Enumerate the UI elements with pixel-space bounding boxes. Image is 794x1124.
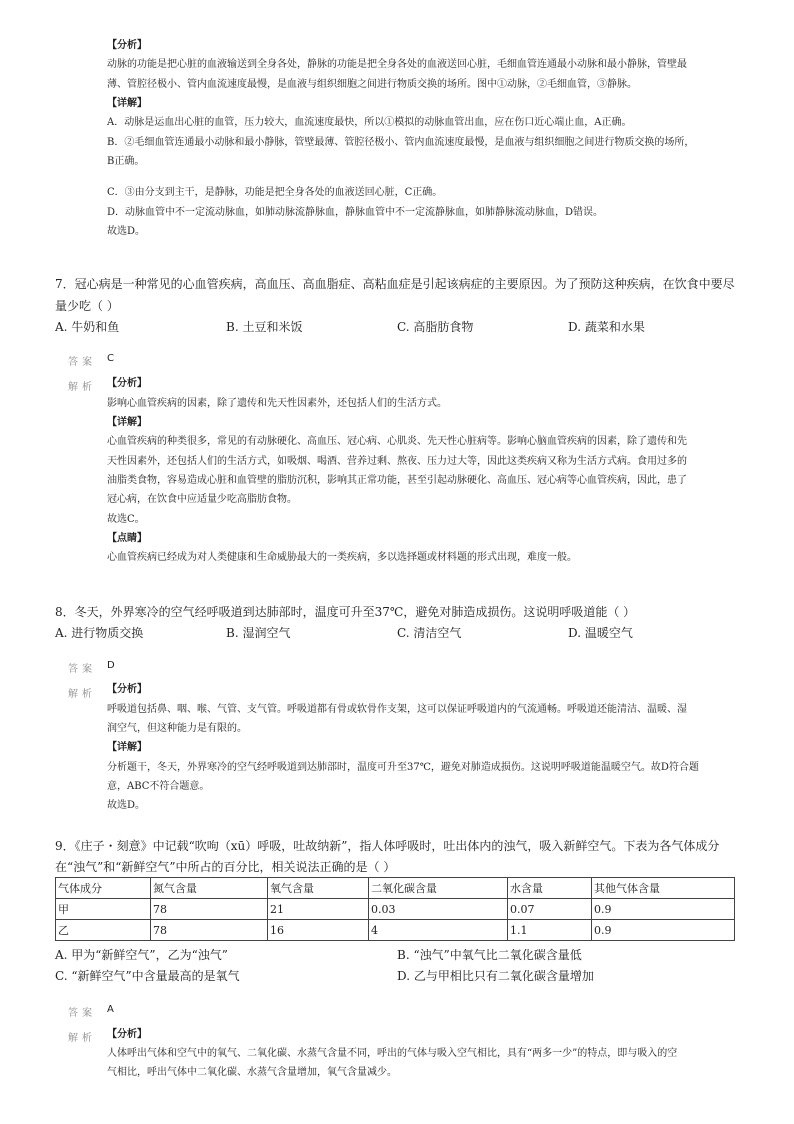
- detail-text: 油脂类食物，容易造成心脏和血管壁的脂肪沉积，影响其正常功能，甚至引起动脉硬化、高血压、冠心病等心血管疾病，因此，患了: [107, 475, 687, 486]
- question-9-answer: A: [107, 1004, 114, 1015]
- explain-label: 解析: [68, 1033, 96, 1044]
- question-8-stem: 8．冬天，外界寒冷的空气经呼吸道到达肺部时，温度可升至37℃，避免对肺造成损伤。这说明呼吸道能（ ）: [55, 605, 636, 619]
- question-8-option-a[interactable]: A. 进行物质交换: [55, 626, 144, 640]
- question-9-option-b[interactable]: B. “浊气”中氧气比二氧化碳含量低: [397, 948, 582, 962]
- table-header-row: [56, 878, 735, 899]
- table-header-cell: 其他气体含量: [592, 878, 735, 899]
- question-7-option-c[interactable]: C. 高脂肪食物: [397, 320, 474, 334]
- detail-text: 天性因素外，还包括人们的生活方式，如吸烟、喝酒、营养过剩、熬夜、压力过大等，因此这类疾病又称为生活方式病。食用过多的: [107, 456, 687, 467]
- table-cell: 0.07: [508, 899, 592, 920]
- question-9-stem: 9．《庄子・刻意》中记载“吹呴（xū）呼吸，吐故纳新”，指人体呼吸时，吐出体内的浊气，吸入新鲜空气。下表为各气体成分: [55, 839, 720, 853]
- detail-heading: 【详解】: [107, 742, 147, 753]
- table-cell: 0.9: [592, 920, 735, 941]
- analysis-heading: 【分析】: [107, 1029, 147, 1040]
- table-header-cell: 二氧化碳含量: [369, 878, 508, 899]
- question-7-stem: 7．冠心病是一种常见的心血管疾病，高血压、高血脂症、高粘血症是引起该病症的主要原因。为了预防这种疾病，在饮食中要尽: [55, 277, 735, 291]
- analysis-text: 人体呼出气体和空气中的氧气、二氧化碳、水蒸气含量不同，呼出的气体与吸入空气相比，具有“两多一少”的特点，即与吸入的空: [107, 1048, 678, 1059]
- table-cell: 78: [151, 899, 268, 920]
- analysis-text: 呼吸道包括鼻、咽、喉、气管、支气管。呼吸道都有骨或软骨作支架，这可以保证呼吸道内的气流通畅。呼吸道还能清洁、温暖、湿: [107, 704, 687, 715]
- question-9-option-d[interactable]: D. 乙与甲相比只有二氧化碳含量增加: [397, 969, 594, 983]
- table-header-cell: 氧气含量: [268, 878, 369, 899]
- answer-label: 答案: [68, 357, 96, 368]
- conclusion: 故选D。: [107, 226, 146, 237]
- question-7-stem: 量少吃（ ）: [55, 299, 119, 313]
- detail-text: 分析题干，冬天，外界寒冷的空气经呼吸道到达肺部时，温度可升至37℃，避免对肺造成损伤。这说明呼吸道能温暖空气。故D符合题: [107, 762, 699, 773]
- analysis-text: 气相比，呼出气体中二氧化碳、水蒸气含量增加，氧气含量减少。: [107, 1067, 397, 1078]
- detail-option-b: B正确。: [107, 156, 145, 167]
- table-cell: 1.1: [508, 920, 592, 941]
- detail-option-c: C．③由分支到主干，是静脉，功能是把全身各处的血液送回心脏，C正确。: [107, 187, 443, 198]
- question-7-answer: C: [107, 353, 114, 364]
- answer-label: 答案: [68, 1008, 96, 1019]
- detail-option-d: D．动脉血管中不一定流动脉血，如肺动脉流静脉血，静脉血管中不一定流静脉血，如肺静脉流动脉血，D错误。: [107, 207, 604, 218]
- question-9-stem: 在“浊气”和“新鲜空气”中所占的百分比，相关说法正确的是（ ）: [55, 860, 396, 874]
- table-cell: 乙: [56, 920, 151, 941]
- detail-text: 意，ABC不符合题意。: [107, 781, 210, 792]
- analysis-text: 润空气，但这种能力是有限的。: [107, 723, 247, 734]
- explain-label: 解析: [68, 382, 96, 393]
- detail-text: 心血管疾病的种类很多，常见的有动脉硬化、高血压、冠心病、心肌炎、先天性心脏病等。影响心脑血管疾病的因素，除了遗传和先: [107, 436, 687, 447]
- detail-heading: 【详解】: [107, 98, 147, 109]
- table-cell: 78: [151, 920, 268, 941]
- question-8-option-d[interactable]: D. 温暖空气: [568, 626, 633, 640]
- table-header-cell: 氮气含量: [151, 878, 268, 899]
- detail-option-b: B．②毛细血管连通最小动脉和最小静脉，管壁最薄、管腔径极小、管内血流速度最慢，是血液与组织细胞之间进行物质交换的场所，: [107, 137, 695, 148]
- table-cell: 0.9: [592, 899, 735, 920]
- analysis-text: 薄、管腔径极小、管内血流速度最慢，是血液与组织细胞之间进行物质交换的场所。图中①动脉，②毛细血管，③静脉。: [107, 79, 637, 90]
- analysis-text: 影响心血管疾病的因素，除了遗传和先天性因素外，还包括人们的生活方式。: [107, 398, 447, 409]
- table-header-cell: 气体成分: [56, 878, 151, 899]
- question-8-option-b[interactable]: B. 湿润空气: [226, 626, 291, 640]
- table-row: [56, 920, 735, 941]
- detail-heading: 【详解】: [107, 417, 147, 428]
- gas-composition-table: [55, 877, 735, 941]
- conclusion: 故选D。: [107, 800, 146, 811]
- explain-label: 解析: [68, 689, 96, 700]
- analysis-heading: 【分析】: [107, 378, 147, 389]
- table-row: [56, 899, 735, 920]
- answer-label: 答案: [68, 664, 96, 675]
- question-8-answer: D: [107, 660, 115, 671]
- analysis-heading: 【分析】: [107, 684, 147, 695]
- table-cell: 0.03: [369, 899, 508, 920]
- tip-heading: 【点睛】: [107, 533, 147, 544]
- table-header-cell: 水含量: [508, 878, 592, 899]
- question-9-option-c[interactable]: C. “新鲜空气”中含量最高的是氧气: [55, 969, 240, 983]
- question-7-option-b[interactable]: B. 土豆和米饭: [226, 320, 303, 334]
- table-cell: 16: [268, 920, 369, 941]
- tip-text: 心血管疾病已经成为对人类健康和生命威胁最大的一类疾病，多以选择题或材料题的形式出现，难度一般。: [107, 552, 577, 563]
- conclusion: 故选C。: [107, 514, 145, 525]
- question-7-option-d[interactable]: D. 蔬菜和水果: [568, 320, 645, 334]
- analysis-text: 动脉的功能是把心脏的血液输送到全身各处，静脉的功能是把全身各处的血液送回心脏，毛细血管连通最小动脉和最小静脉，管壁最: [107, 59, 687, 70]
- analysis-heading: 【分析】: [107, 40, 147, 51]
- table-cell: 甲: [56, 899, 151, 920]
- detail-option-a: A．动脉是运血出心脏的血管，压力较大，血流速度最快，所以①模拟的动脉血管出血，应在伤口近心端止血，A正确。: [107, 117, 632, 128]
- question-9-option-a[interactable]: A. 甲为“新鲜空气”，乙为“浊气”: [55, 948, 228, 962]
- detail-text: 冠心病，在饮食中应适量少吃高脂肪食物。: [107, 494, 297, 505]
- question-8-option-c[interactable]: C. 清洁空气: [397, 626, 462, 640]
- question-7-option-a[interactable]: A. 牛奶和鱼: [55, 320, 120, 334]
- table-cell: 4: [369, 920, 508, 941]
- table-cell: 21: [268, 899, 369, 920]
